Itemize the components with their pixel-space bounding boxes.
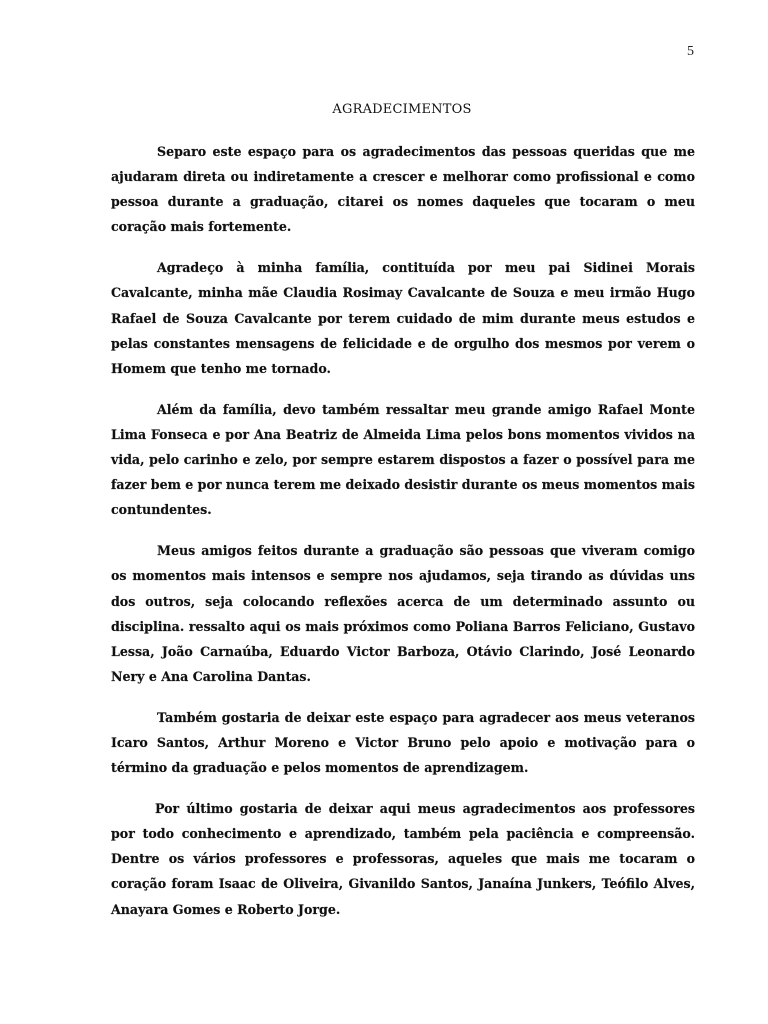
paragraph-professors: Por último gostaria de deixar aqui meus agradecimentos aos professores por todo conhecimento e aprendizado, também pela paciência e compreensão. Dentre os vários professores e professoras, aqueles que mais me tocaram o coração foram Isaac de Oliveira, Givanildo Santos, Janaína Junkers, Teófilo Alves, Anayara Gomes e Roberto Jorge. xyxy=(111,801,695,917)
document-body xyxy=(111,139,695,938)
paragraph-family: Agradeço à minha família, contituída por meu pai Sidinei Morais Cavalcante, minha mãe Claudia Rosimay Cavalcante de Souza e meu irmão Hugo Rafael de Souza Cavalcante por terem cuidado de mim durante meus estudos e pelas constantes mensagens de felicidade e de orgulho dos mesmos por verem o Homem que tenho me tornado. xyxy=(111,260,695,376)
paragraph-classmates: Meus amigos feitos durante a graduação são pessoas que viveram comigo os momentos mais intensos e sempre nos ajudamos, seja tirando as dúvidas uns dos outros, seja colocando reflexões acerca de um determinado assunto ou disciplina. ressalto aqui os mais próximos como Poliana Barros Feliciano, Gustavo Lessa, João Carnaúba, Eduardo Victor Barboza, Otávio Clarindo, José Leonardo Nery e Ana Carolina Dantas. xyxy=(111,543,695,684)
paragraph-intro: Separo este espaço para os agradecimentos das pessoas queridas que me ajudaram direta ou indiretamente a crescer e melhorar como profissional e como pessoa durante a graduação, citarei os nomes daqueles que tocaram o meu coração mais fortemente. xyxy=(111,144,695,235)
paragraph-friends: Além da família, devo também ressaltar meu grande amigo Rafael Monte Lima Fonseca e por Ana Beatriz de Almeida Lima pelos bons momentos vividos na vida, pelo carinho e zelo, por sempre estarem dispostos a fazer o possível para me fazer bem e por nunca terem me deixado desistir durante os meus momentos mais contundentes. xyxy=(111,401,696,518)
page-title: AGRADECIMENTOS xyxy=(332,102,472,117)
paragraph-veterans: Também gostaria de deixar este espaço para agradecer aos meus veteranos Icaro Santos, Arthur Moreno e Victor Bruno pelo apoio e motivação para o término da graduação e pelos momentos de aprendizagem. xyxy=(111,709,695,776)
page-number: 5 xyxy=(687,44,694,59)
